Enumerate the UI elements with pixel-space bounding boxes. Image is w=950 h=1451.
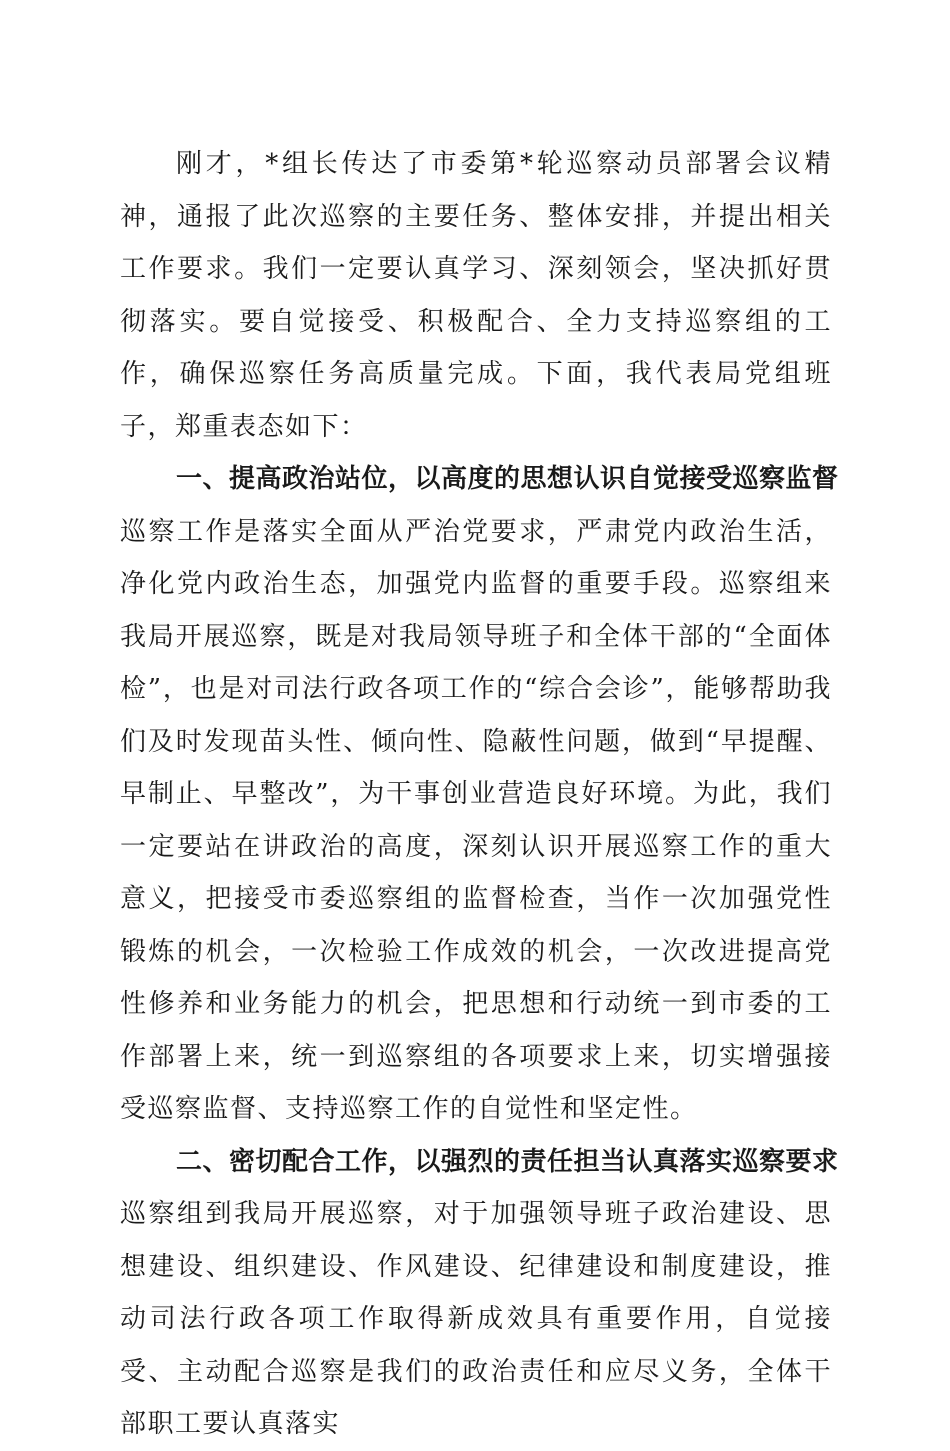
section-1-heading: 一、提高政治站位，以高度的思想认识自觉接受巡察监督 <box>176 464 839 494</box>
section-2-heading: 二、密切配合工作，以强烈的责任担当认真落实巡察要求 <box>176 1146 839 1177</box>
document-body <box>120 138 839 1451</box>
section-2-paragraph: 巡察组到我局开展巡察，对于加强领导班子政治建设、思想建设、组织建设、作风建设、纪律建设和制度建设，推动司法行政各项工作取得新成效具有重要作用，自觉接受、主动配合巡察是我们的政治责任和应尽义务，全体干部职工要认真落实 <box>120 1199 832 1439</box>
section-1-paragraph: 巡察工作是落实全面从严治党要求，严肃党内政治生活，净化党内政治生态，加强党内监督的重要手段。巡察组来我局开展巡察，既是对我局领导班子和全体干部的“全面体检”，也是对司法行政各项工作的“综合会诊”，能够帮助我们及时发现苗头性、倾向性、隐蔽性问题，做到“早提醒、早制止、早整改”，为干事创业营造良好环境。为此，我们一定要站在讲政治的高度，深刻认识开展巡察工作的重大意义，把接受市委巡察组的监督检查，当作一次加强党性锻炼的机会，一次检验工作成效的机会，一次改进提高党性修养和业务能力的机会，把思想和行动统一到市委的工作部署上来，统一到巡察组的各项要求上来，切实增强接受巡察监督、支持巡察工作的自觉性和坚定性。 <box>120 516 832 1124</box>
intro-paragraph: 刚才，*组长传达了市委第*轮巡察动员部署会议精神，通报了此次巡察的主要任务、整体安排，并提出相关工作要求。我们一定要认真学习、深刻领会，坚决抓好贯彻落实。要自觉接受、积极配合、全力支持巡察组的工作，确保巡察任务高质量完成。下面，我代表局党组班子，郑重表态如下： <box>120 149 832 442</box>
